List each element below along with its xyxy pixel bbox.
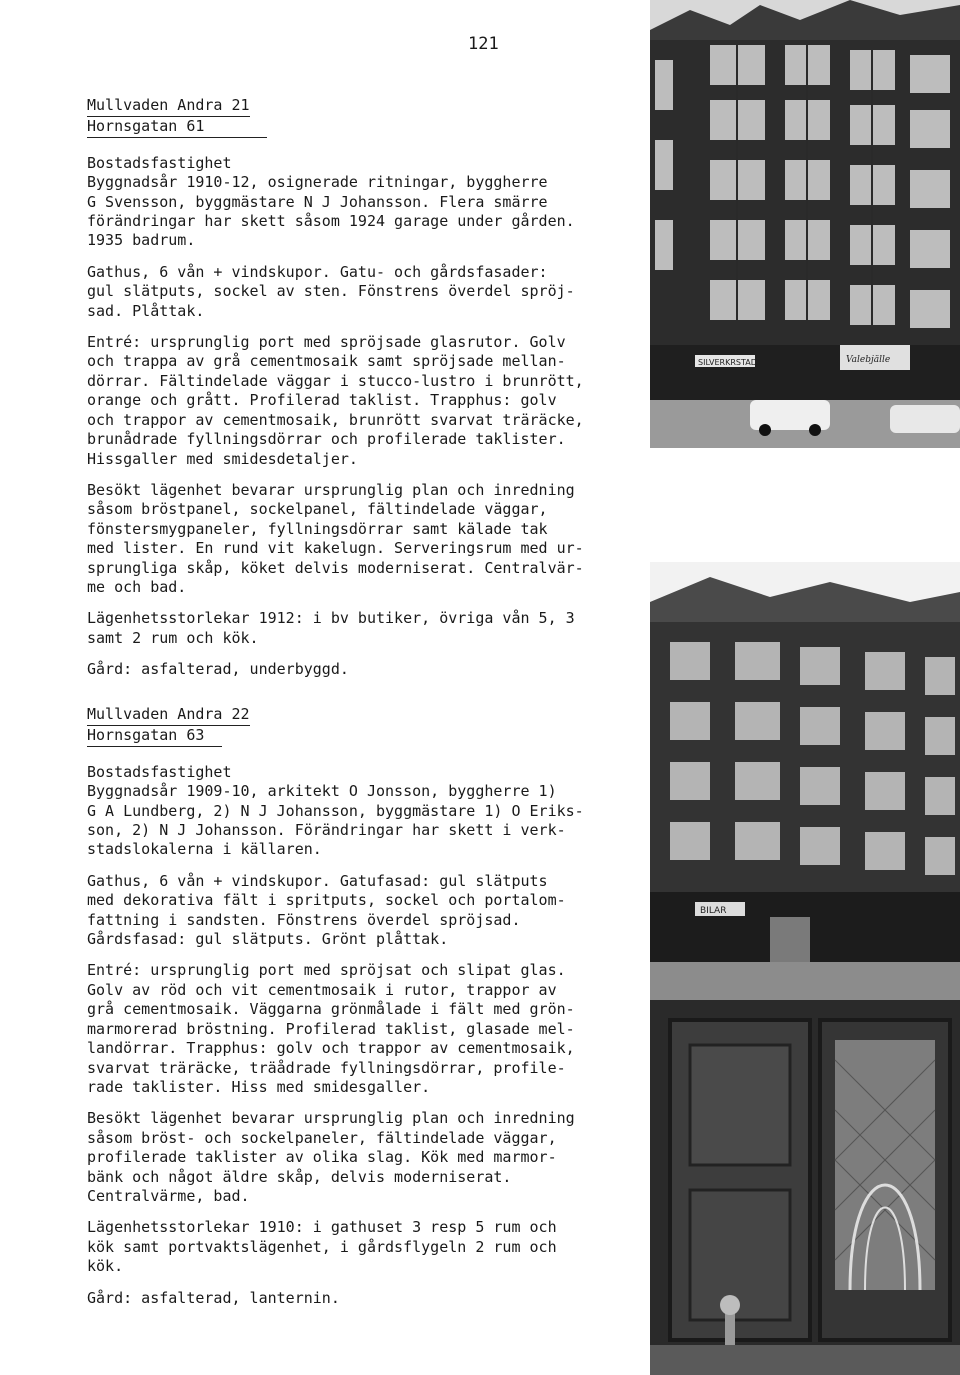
- apartment-description: Besökt lägenhet bevarar ursprunglig plan och inredning såsom bröstpanel, sockelpanel, fältindelade väggar, fönstersmygpaneler, fyllningsdörrar samt kälade tak med lister. En rund vit kakelugn. Serveringsrum med ur- sprungliga skåp, köket delvis moderniserat. Centralvär- me och bad.: [87, 480, 584, 596]
- building-history: Bostadsfastighet Byggnadsår 1910-12, osignerade ritningar, byggherre G Svensson, byggmästare N J Johansson. Flera smärre förändringar har skett såsom 1924 garage under gården. 1935 badrum.: [87, 153, 575, 250]
- entrance-description: Entré: ursprunglig port med spröjsade glasrutor. Golv och trappa av grå cementmosaik samt spröjsade mellan- dörrar. Fältindelade väggar i stucco-lustro i brunrött, orange och grått. Profilerad taklist. Trapphus: golv och trappor av cementmosaik, brunrött svarvat träräcke, brunådrade fyllningsdörrar och profilerade taklister. Hissgaller med smidesdetaljer.: [87, 333, 584, 468]
- shop-sign-text: Valebjälle: [846, 355, 891, 365]
- apartment-description: Besökt lägenhet bevarar ursprunglig plan och inredning såsom bröst- och sockelpaneler, fältindelade väggar, profilerade taklister av olika slag. Kök med marmor- bänk och något äldre skåp, delvis moderniserat. Centralvärme, bad.: [87, 1109, 575, 1205]
- apartment-sizes: Lägenhetsstorlekar 1910: i gathuset 3 resp 5 rum och kök samt portvaktslägenhet, i gårdsflygeln 2 rum och kök.: [87, 1218, 557, 1276]
- property-name: Mullvaden Andra 21: [87, 96, 250, 117]
- street-address: Hornsgatan 61: [87, 117, 205, 136]
- facade-photo-hornsgatan-63: [650, 562, 960, 1007]
- property-name: Mullvaden Andra 22: [87, 705, 250, 726]
- entry-title: [87, 96, 267, 138]
- exterior-description: Gathus, 6 vån + vindskupor. Gatu- och gårdsfasader: gul slätputs, sockel av sten. Fönstrens överdel spröj- sad. Plåttak.: [87, 262, 575, 320]
- street-address: Hornsgatan 63: [87, 726, 205, 745]
- page-number: 121: [468, 34, 499, 54]
- entry-mullvaden-21: [87, 96, 632, 680]
- apartment-sizes: Lägenhetsstorlekar 1912: i bv butiker, övriga vån 5, 3 samt 2 rum och kök.: [87, 609, 575, 647]
- entrance-description: Entré: ursprunglig port med spröjsat och slipat glas. Golv av röd och vit cementmosaik i rutor, trappor av grå cementmosaik. Väggarna grönmålade i fält med grön- marmorerad bröstning. Profilerad taklist, glasade mel- landörrar. Trapphus: golv och trappor av cementmosaik, svarvat träräcke, träådrade fyllningsdörrar, profile- rade taklister. Hiss med smidesgaller.: [87, 961, 575, 1096]
- courtyard: Gård: asfalterad, lanternin.: [87, 1288, 340, 1307]
- exterior-description: Gathus, 6 vån + vindskupor. Gatufasad: gul slätputs med dekorativa fält i spritputs, sockel och portalom- fattning i sandsten. Fönstrens överdel spröjsad. Gårdsfasad: gul slätputs. Grönt plåttak.: [87, 871, 566, 949]
- courtyard: Gård: asfalterad, underbyggd.: [87, 660, 349, 679]
- facade-photo-hornsgatan-61: [650, 0, 960, 448]
- shop-sign-text: BILAR: [700, 906, 727, 916]
- entry-mullvaden-22: [87, 705, 632, 1308]
- entry-title: [87, 705, 250, 747]
- building-history: Bostadsfastighet Byggnadsår 1909-10, arkitekt O Jonsson, byggherre 1) G A Lundberg, 2) N J Johansson, byggmästare 1) O Eriks- son, 2) N J Johansson. Förändringar har skett i verk- stadslokalerna i källaren.: [87, 762, 584, 859]
- shop-sign-text: SILVERKRSTAD: [698, 358, 757, 367]
- entrance-door-photo: [650, 1000, 960, 1375]
